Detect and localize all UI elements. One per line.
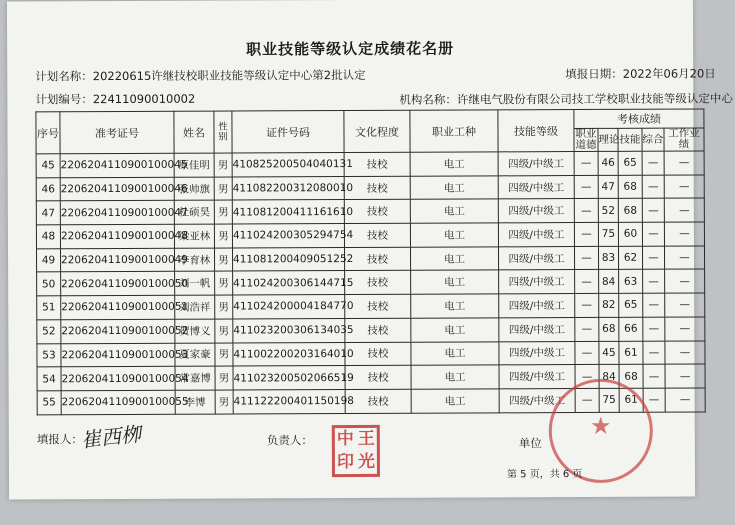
cell-education: 技校 (344, 176, 410, 200)
cell-education: 技校 (344, 152, 410, 176)
cell-skill: 68 (618, 175, 642, 199)
col-occupation: 职业工种 (410, 110, 498, 152)
cell-id-no: 411122200401150198 (233, 389, 345, 413)
cell-exam-no: 2206204110900100052 (61, 319, 175, 343)
cell-gender: 男 (215, 319, 233, 343)
col-name: 姓名 (174, 111, 214, 153)
cell-ethics: — (575, 317, 599, 341)
org-name (399, 90, 733, 107)
cell-gender: 男 (214, 177, 232, 201)
cell-ethics: — (574, 199, 598, 223)
roster-document (7, 0, 733, 499)
cell-level: 四级/中级工 (498, 152, 574, 176)
cell-ethics: — (574, 222, 598, 246)
cell-level: 四级/中级工 (499, 341, 575, 365)
filler-signature: 崔西栁 (79, 421, 143, 453)
cell-ethics: — (575, 365, 599, 389)
cell-education: 技校 (345, 342, 411, 366)
cell-exam-no: 2206204110900100054 (61, 366, 175, 390)
col-education: 文化程度 (344, 110, 410, 152)
cell-work: — (664, 198, 704, 222)
cell-gender: 男 (215, 343, 233, 367)
cell-gender: 男 (215, 295, 233, 319)
cell-name: 夏家豪 (175, 343, 215, 367)
cell-exam-no: 2206204110900100050 (61, 272, 175, 296)
cell-work: — (664, 151, 704, 175)
cell-ethics: — (575, 294, 599, 318)
cell-level: 四级/中级工 (499, 365, 575, 389)
table-row (37, 340, 705, 367)
col-seq: 序号 (36, 112, 60, 154)
cell-ethics: — (575, 270, 599, 294)
cell-occupation: 电工 (410, 199, 498, 223)
cell-work: — (665, 364, 705, 388)
cell-theory: 68 (599, 317, 619, 341)
fill-date (565, 65, 716, 82)
cell-gender: 男 (214, 200, 232, 224)
cell-exam-no: 2206204110900100047 (60, 201, 174, 225)
cell-skill: 61 (619, 388, 643, 412)
plan-name-label: 计划名称： (35, 69, 93, 84)
cell-education: 技校 (345, 389, 411, 413)
cell-seq: 54 (37, 367, 61, 391)
cell-seq: 55 (37, 391, 61, 415)
cell-skill: 65 (618, 151, 642, 175)
seal-char: 中 (336, 428, 354, 450)
filler (37, 431, 83, 447)
cell-id-no: 411002200203164010 (233, 342, 345, 366)
cell-skill: 68 (619, 364, 643, 388)
cell-id-no: 411024200004184770 (233, 295, 345, 319)
cell-gender: 男 (214, 153, 232, 177)
cell-overall: — (642, 222, 664, 246)
cell-exam-no: 2206204110900100049 (60, 248, 174, 272)
cell-seq: 45 (36, 154, 60, 178)
cell-education: 技校 (345, 271, 411, 295)
cell-seq: 50 (37, 272, 61, 296)
plan-no-label: 计划编号： (35, 92, 93, 107)
cell-ethics: — (574, 175, 598, 199)
cell-exam-no: 2206204110900100046 (60, 177, 174, 201)
cell-name: 李育林 (174, 248, 214, 272)
table-row (37, 317, 705, 344)
table-body (36, 151, 705, 414)
seal-star-icon: ★ (589, 411, 612, 440)
cell-id-no: 411082200312080010 (232, 176, 344, 200)
col-ethics: 职业道德 (575, 127, 597, 152)
cell-occupation: 电工 (410, 176, 498, 200)
cell-level: 四级/中级工 (499, 317, 575, 341)
cell-name: 常嘉博 (175, 366, 215, 390)
cell-seq: 52 (37, 320, 61, 344)
cell-id-no: 411023200502066519 (233, 366, 345, 390)
table-row (36, 246, 704, 273)
col-level: 技能等级 (498, 110, 574, 152)
col-overall: 综合 (642, 128, 664, 151)
cell-gender: 男 (215, 390, 233, 414)
cell-overall: — (643, 317, 665, 341)
responsible-label: 负责人： (266, 433, 313, 448)
col-theory: 理论 (598, 128, 618, 151)
cell-exam-no: 2206204110900100048 (60, 224, 174, 248)
col-work: 工作业绩 (664, 128, 704, 151)
cell-skill: 62 (618, 246, 642, 270)
cell-overall: — (643, 341, 665, 365)
cell-ethics: — (575, 388, 599, 412)
cell-id-no: 411023200306134035 (233, 318, 345, 342)
cell-skill: 65 (619, 293, 643, 317)
cell-theory: 47 (598, 175, 618, 199)
cell-education: 技校 (345, 294, 411, 318)
cell-level: 四级/中级工 (499, 270, 575, 294)
cell-occupation: 电工 (410, 152, 498, 176)
cell-skill: 68 (618, 199, 642, 223)
cell-work: — (665, 293, 705, 317)
cell-occupation: 电工 (410, 223, 498, 247)
cell-overall: — (642, 246, 664, 270)
cell-work: — (665, 317, 705, 341)
cell-exam-no: 2206204110900100053 (61, 343, 175, 367)
plan-number (35, 91, 195, 108)
cell-overall: — (643, 293, 665, 317)
cell-name: 梁亚林 (174, 224, 214, 248)
cell-exam-no: 2206204110900100055 (61, 390, 175, 414)
cell-id-no: 411024200305294754 (232, 224, 344, 248)
cell-occupation: 电工 (411, 318, 499, 342)
cell-name: 贺博义 (175, 319, 215, 343)
cell-name: 原佳明 (174, 153, 214, 177)
cell-gender: 男 (215, 366, 233, 390)
cell-seq: 53 (37, 343, 61, 367)
unit (519, 435, 542, 451)
cell-seq: 48 (36, 225, 60, 249)
cell-exam-no: 220620411090010004​5 (60, 153, 174, 177)
seal-char: 印 (336, 451, 354, 473)
cell-occupation: 电工 (410, 247, 498, 271)
cell-education: 技校 (344, 223, 410, 247)
cell-overall: — (643, 388, 665, 412)
filler-label: 填报人： (36, 432, 83, 447)
table-row (37, 269, 705, 296)
cell-work: — (664, 175, 704, 199)
plan-name-value: 20220615许继技校职业技能等级认定中心第2批认定 (92, 67, 366, 84)
table-row (36, 175, 704, 202)
cell-ethics: — (574, 151, 598, 175)
page-info: 第 5 页，共 6 页 (506, 468, 583, 481)
cell-theory: 84 (599, 270, 619, 294)
cell-overall: — (642, 175, 664, 199)
cell-gender: 男 (215, 271, 233, 295)
cell-id-no: 410825200504040131 (232, 153, 344, 177)
cell-ethics: — (575, 341, 599, 365)
cell-id-no: 411081200411161610 (232, 200, 344, 224)
cell-theory: 75 (598, 222, 618, 246)
cell-theory: 75 (599, 388, 619, 412)
cell-skill: 61 (619, 341, 643, 365)
cell-name: 张帅旗 (174, 177, 214, 201)
seal-char: 王 (357, 428, 375, 449)
cell-theory: 52 (598, 199, 618, 223)
cell-education: 技校 (345, 365, 411, 389)
plan-name (35, 67, 365, 84)
fill-date-value: 2022年06月20日 (622, 66, 716, 81)
cell-occupation: 电工 (411, 341, 499, 365)
cell-id-no: 411081200409051252 (232, 247, 344, 271)
cell-theory: 46 (598, 151, 618, 175)
unit-label: 单位 (518, 436, 542, 451)
cell-work: — (665, 388, 705, 412)
cell-level: 四级/中级工 (498, 175, 574, 199)
org-label: 机构名称： (399, 92, 457, 107)
cell-name: 李博 (175, 390, 215, 414)
col-skill: 技能 (618, 128, 642, 151)
cell-theory: 83 (598, 246, 618, 270)
cell-gender: 男 (214, 248, 232, 272)
cell-education: 技校 (344, 247, 410, 271)
cell-name: 杜硕昊 (174, 200, 214, 224)
org-value: 许继电气股份有限公司技工学校职业技能等级认定中心 (456, 91, 733, 107)
cell-level: 四级/中级工 (498, 223, 574, 247)
cell-education: 技校 (344, 200, 410, 224)
document-title: 职业技能等级认定成绩花名册 (246, 39, 455, 59)
col-scores: 考核成绩 (574, 109, 704, 129)
cell-ethics: — (574, 246, 598, 270)
col-exam-no: 准考证号 (60, 111, 174, 153)
plan-no-value: 22411090010002 (92, 91, 196, 107)
cell-occupation: 电工 (411, 270, 499, 294)
responsible (267, 432, 313, 448)
cell-id-no: 411024200306144715 (233, 271, 345, 295)
cell-overall: — (643, 270, 665, 294)
cell-theory: 45 (599, 341, 619, 365)
cell-overall: — (642, 199, 664, 223)
table-row (36, 222, 704, 249)
cell-seq: 51 (37, 296, 61, 320)
cell-exam-no: 2206204110900100051 (61, 295, 175, 319)
cell-occupation: 电工 (411, 294, 499, 318)
table-row (37, 293, 705, 320)
cell-occupation: 电工 (411, 365, 499, 389)
cell-skill: 60 (618, 222, 642, 246)
cell-gender: 男 (214, 224, 232, 248)
seal-char: 光 (357, 451, 375, 472)
cell-occupation: 电工 (411, 389, 499, 413)
personal-seal (332, 425, 380, 477)
col-id-no: 证件号码 (232, 111, 344, 153)
cell-skill: 66 (619, 317, 643, 341)
cell-level: 四级/中级工 (498, 246, 574, 270)
cell-seq: 47 (36, 201, 60, 225)
cell-education: 技校 (345, 318, 411, 342)
cell-skill: 63 (619, 270, 643, 294)
cell-seq: 49 (36, 249, 60, 273)
fill-date-label: 填报日期： (565, 66, 623, 82)
cell-seq: 46 (36, 177, 60, 201)
cell-work: — (664, 222, 704, 246)
table-row (36, 198, 704, 225)
cell-level: 四级/中级工 (498, 199, 574, 223)
score-table (35, 108, 705, 414)
cell-level: 四级/中级工 (499, 294, 575, 318)
cell-name: 刘一帆 (175, 272, 215, 296)
cell-theory: 82 (599, 293, 619, 317)
cell-work: — (665, 340, 705, 364)
cell-work: — (665, 269, 705, 293)
cell-theory: 84 (599, 365, 619, 389)
cell-overall: — (643, 364, 665, 388)
cell-name: 刘浩祥 (175, 295, 215, 319)
table-row (36, 151, 704, 178)
cell-work: — (664, 246, 704, 270)
cell-level: 四级/中级工 (499, 388, 575, 412)
col-gender: 性别 (214, 111, 232, 153)
cell-overall: — (642, 151, 664, 175)
